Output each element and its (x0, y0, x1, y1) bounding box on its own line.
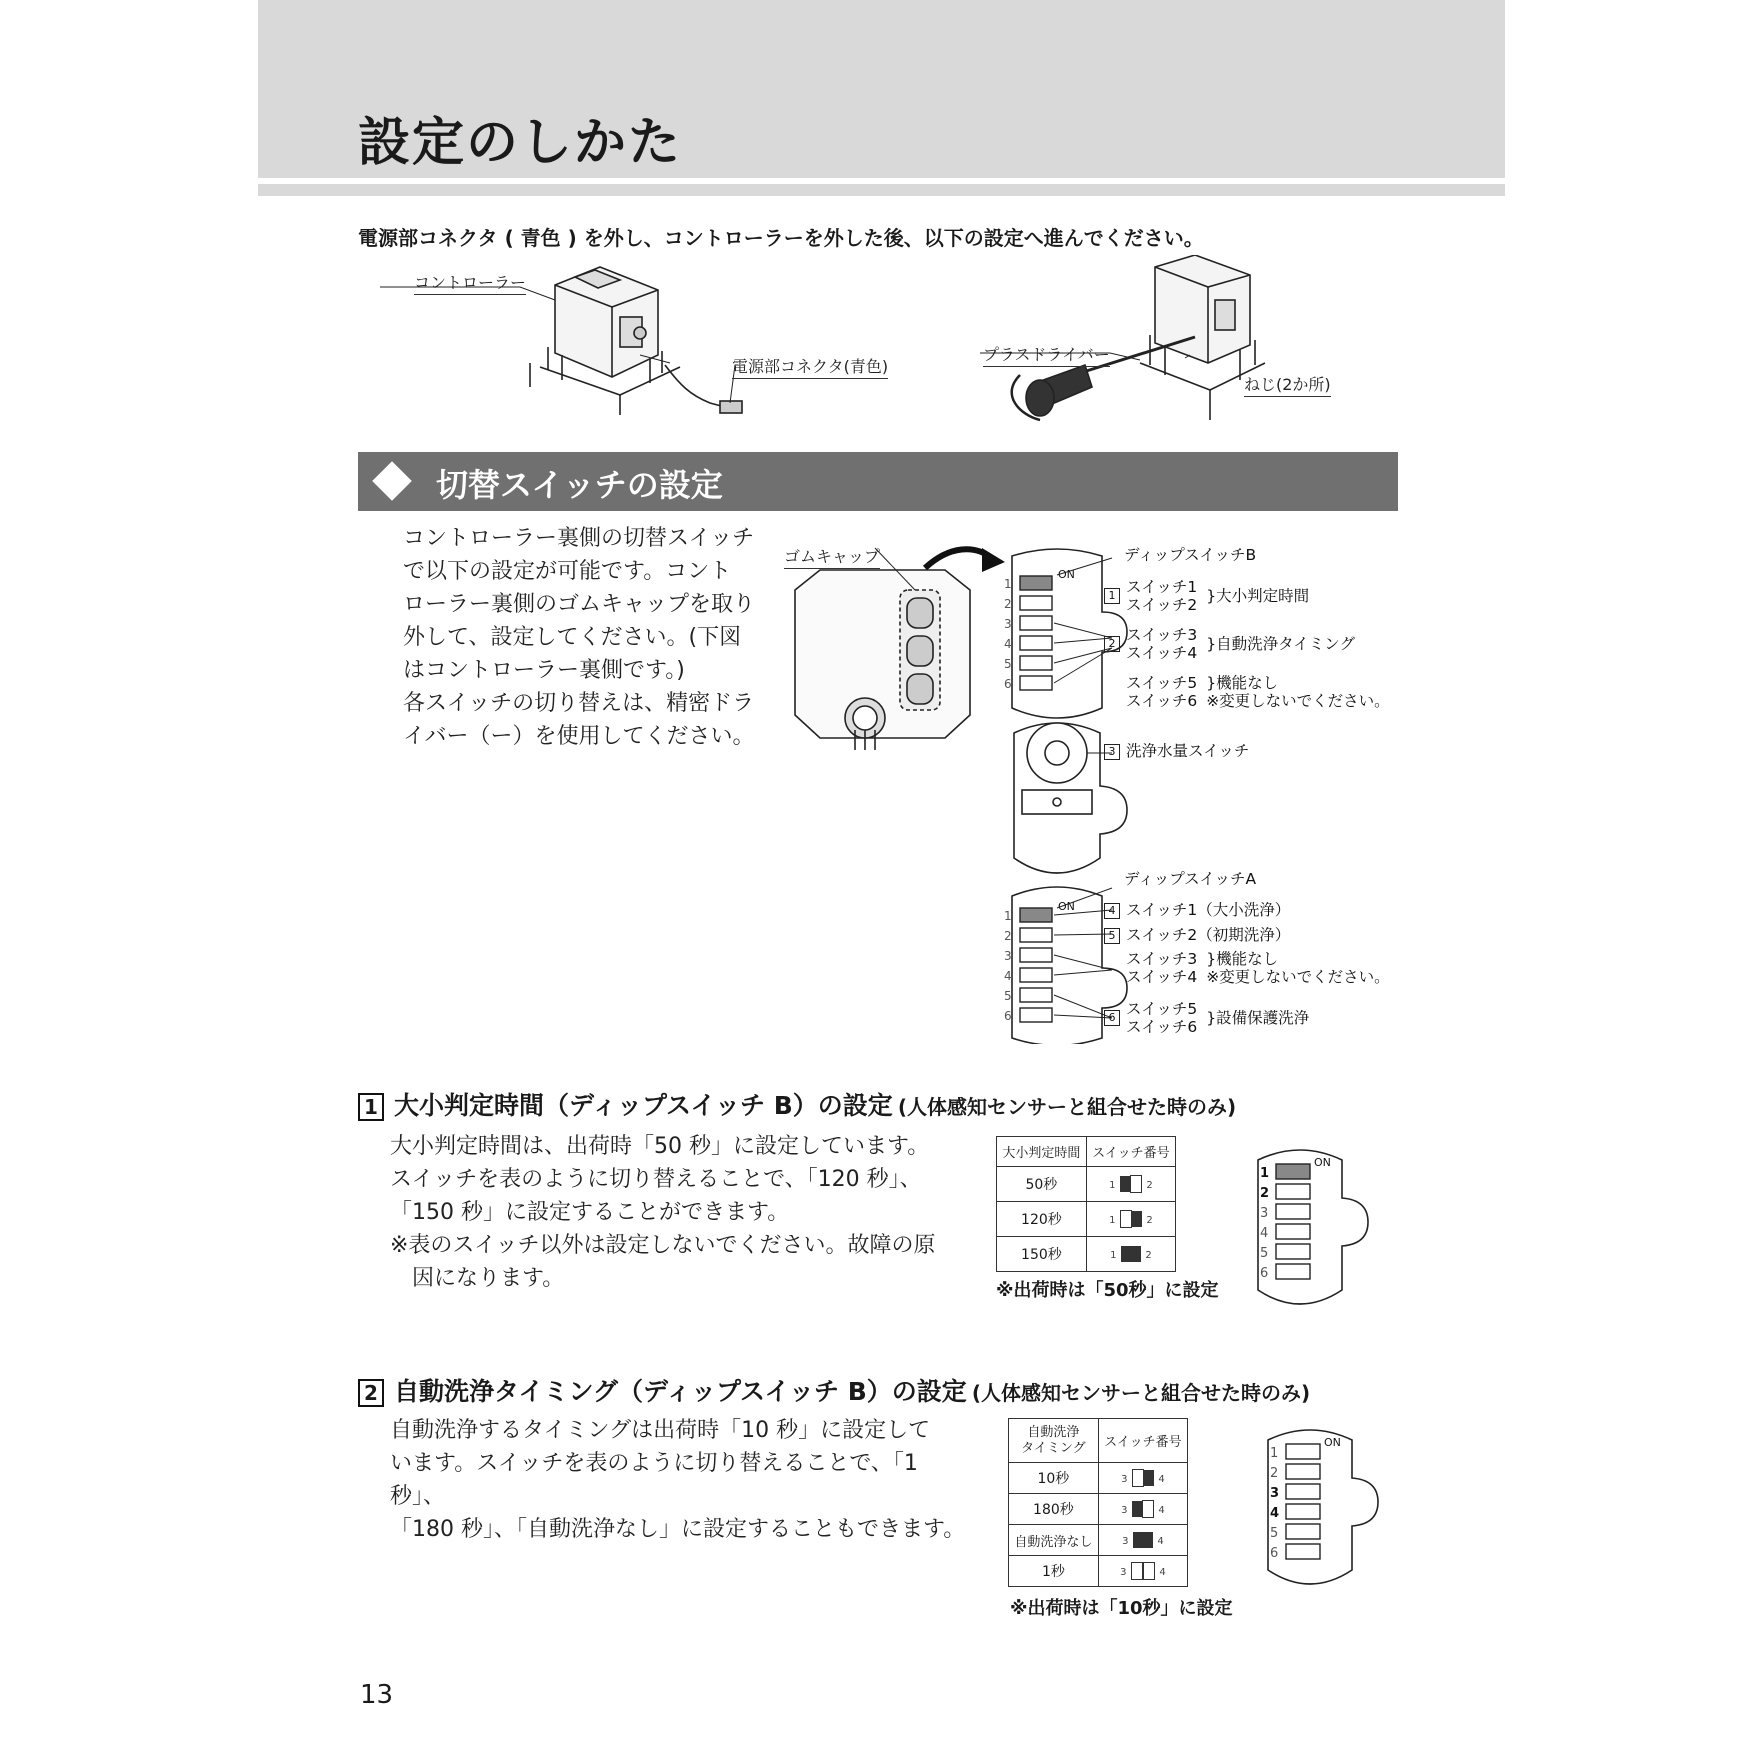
svg-text:4: 4 (1270, 1506, 1280, 1521)
dip-switch-b-title: ディップスイッチB (1124, 546, 1257, 564)
svg-text:4: 4 (1004, 969, 1012, 983)
svg-text:2: 2 (1270, 1466, 1279, 1481)
screw-label: ねじ(2か所) (1244, 372, 1331, 397)
svg-text:1: 1 (1004, 909, 1012, 923)
dip-switch-a-title: ディップスイッチA (1124, 870, 1257, 888)
b-group-3: スイッチ5 スイッチ6 }機能なし ※変更しないでください。 (1126, 674, 1390, 710)
controller-label: コントローラー (414, 270, 526, 295)
driver-label: プラスドライバー (983, 342, 1110, 367)
b-group-2: 2 スイッチ3 スイッチ4 }自動洗浄タイミング (1104, 626, 1355, 662)
sub2-switch-diagram (1260, 1420, 1380, 1598)
svg-text:1: 1 (1270, 1446, 1279, 1461)
svg-text:5: 5 (1270, 1526, 1279, 1541)
sub2-note: ※出荷時は「10秒」に設定 (1010, 1598, 1233, 1619)
svg-text:2: 2 (1260, 1186, 1270, 1201)
svg-text:ON: ON (1058, 900, 1075, 913)
sub1-heading: 1 大小判定時間（ディップスイッチ B）の設定 (人体感知センサーと組合せた時のみ) (358, 1086, 1236, 1122)
page-title: 設定のしかた (358, 113, 683, 173)
sub1-table: 大小判定時間 スイッチ番号 50秒 1 2 120秒 1 2 150秒 1 2 (996, 1136, 1176, 1272)
b-group-1: 1 スイッチ1 スイッチ2 }大小判定時間 (1104, 578, 1309, 614)
svg-text:1: 1 (1004, 577, 1012, 591)
a-item-1: 4 スイッチ1（大小洗浄） (1104, 901, 1290, 919)
rotary-switch-label: 3 洗浄水量スイッチ (1104, 742, 1249, 760)
a-group-1: スイッチ3 スイッチ4 }機能なし ※変更しないでください。 (1126, 950, 1390, 986)
sub2-table: 自動洗浄 タイミング スイッチ番号 10秒 3 4 180秒 3 4 自動洗浄なし 3 4 1秒 3 4 (1008, 1418, 1188, 1587)
sub1-body: 大小判定時間は、出荷時「50 秒」に設定しています。 スイッチを表のように切り替えることで、「120 秒」、 「150 秒」に設定することができます。 ※表のスイッチ以外は設定しないでください。故障の原 因になります。 (390, 1134, 936, 1291)
sub1-switch-diagram (1250, 1140, 1370, 1318)
svg-text:3: 3 (1004, 949, 1012, 963)
sub1-note: ※出荷時は「50秒」に設定 (996, 1280, 1219, 1301)
svg-text:ON: ON (1314, 1156, 1331, 1169)
svg-text:4: 4 (1004, 637, 1012, 651)
a-group-2: 6 スイッチ5 スイッチ6 }設備保護洗浄 (1104, 1000, 1309, 1036)
svg-text:4: 4 (1260, 1226, 1269, 1241)
svg-text:6: 6 (1004, 677, 1012, 691)
page-number: 13 (360, 1680, 394, 1710)
svg-text:5: 5 (1004, 657, 1012, 671)
svg-text:1: 1 (1260, 1166, 1270, 1181)
sub2-body: 自動洗浄するタイミングは出荷時「10 秒」に設定して います。スイッチを表のように切り替えることで、「1 秒」、 「180 秒」、「自動洗浄なし」に設定することもできます。 (390, 1418, 966, 1542)
connector-label: 電源部コネクタ(青色) (732, 354, 888, 379)
intro-text: 電源部コネクタ ( 青色 ) を外し、コントローラーを外した後、以下の設定へ進んでください。 (358, 226, 1204, 250)
svg-text:5: 5 (1260, 1246, 1269, 1261)
switch-panel-diagram (982, 548, 1132, 1044)
svg-text:ON: ON (1058, 568, 1075, 581)
svg-text:6: 6 (1004, 1009, 1012, 1023)
gomu-cap-label: ゴムキャップ (784, 544, 880, 569)
svg-text:6: 6 (1260, 1266, 1269, 1281)
svg-text:3: 3 (1004, 617, 1012, 631)
header-rule (258, 184, 1505, 196)
section-title: 切替スイッチの設定 (436, 466, 723, 504)
section-body: コントローラー裏側の切替スイッチ で以下の設定が可能です。コント ローラー裏側のゴムキャップを取り 外して、設定してください。(下図 はコントローラー裏側です。) 各スイッチの切り替えは、精密ドラ イバー（ー）を使用してください。 (403, 526, 756, 749)
svg-text:ON: ON (1324, 1436, 1341, 1449)
sub2-heading: 2 自動洗浄タイミング（ディップスイッチ B）の設定 (人体感知センサーと組合せた時のみ) (358, 1372, 1310, 1408)
svg-text:3: 3 (1260, 1206, 1269, 1221)
svg-text:2: 2 (1004, 929, 1012, 943)
svg-text:3: 3 (1270, 1486, 1280, 1501)
controller-removal-illustration (380, 255, 1380, 445)
svg-text:5: 5 (1004, 989, 1012, 1003)
svg-text:6: 6 (1270, 1546, 1279, 1561)
a-item-2: 5 スイッチ2（初期洗浄） (1104, 926, 1290, 944)
svg-text:2: 2 (1004, 597, 1012, 611)
